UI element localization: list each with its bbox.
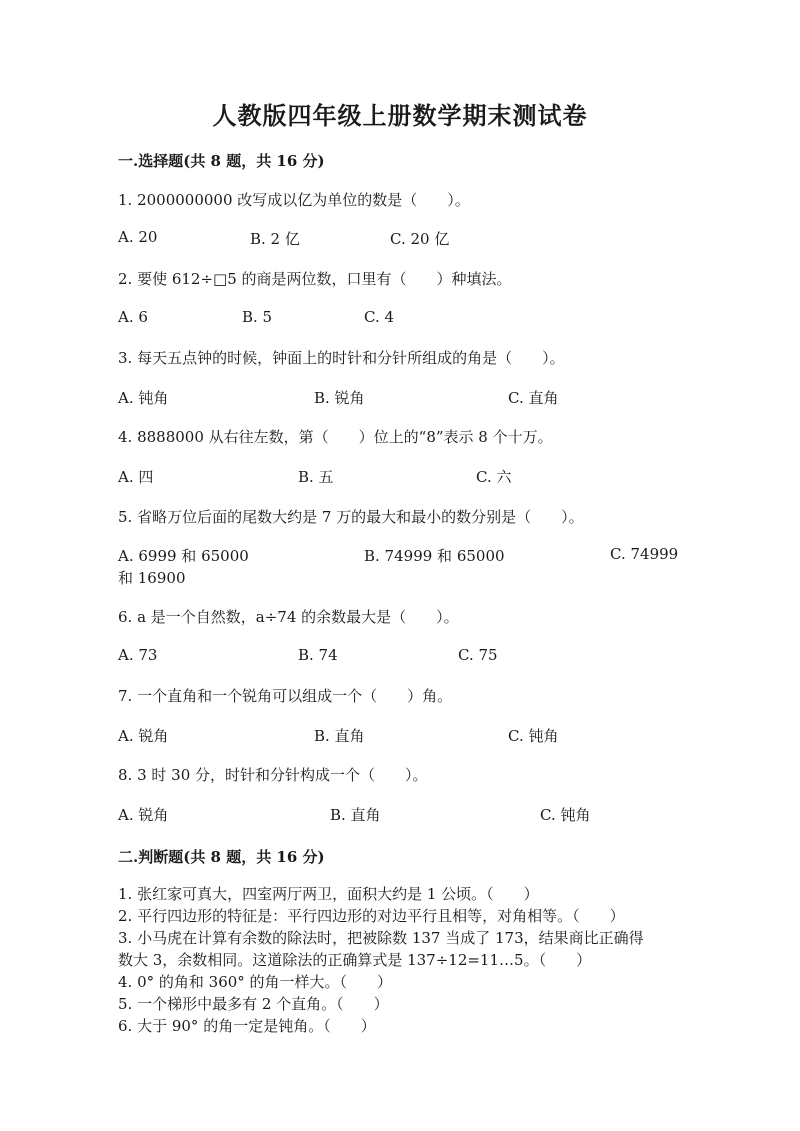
judgement-3-line-2: 数大 3，余数相同。这道除法的正确算式是 137÷12=11…5。（ ） xyxy=(118,951,592,969)
q2-option-c: C. 4 xyxy=(364,308,395,326)
question-8: 8. 3 时 30 分，时针和分针构成一个（ ）。 xyxy=(118,766,428,784)
q2-option-b: B. 5 xyxy=(242,308,273,326)
q8-option-c: C. 钝角 xyxy=(540,806,591,824)
judgement-6: 6. 大于 90° 的角一定是钝角。（ ） xyxy=(118,1017,376,1035)
q5-option-c: C. 74999 xyxy=(610,545,679,563)
section-heading-choice: 一.选择题(共 8 题，共 16 分) xyxy=(118,152,325,170)
q6-option-c: C. 75 xyxy=(458,646,498,664)
q4-option-c: C. 六 xyxy=(476,468,512,486)
judgement-2: 2. 平行四边形的特征是：平行四边形的对边平行且相等，对角相等。（ ） xyxy=(118,907,625,925)
q1-option-a: A. 20 xyxy=(118,228,158,246)
q3-option-b: B. 锐角 xyxy=(314,389,365,407)
q1-option-c: C. 20 亿 xyxy=(390,230,450,248)
q5-option-a: A. 6999 和 65000 xyxy=(118,547,249,565)
question-2: 2. 要使 612÷□5 的商是两位数，口里有（ ）种填法。 xyxy=(118,270,512,288)
question-5: 5. 省略万位后面的尾数大约是 7 万的最大和最小的数分别是（ ）。 xyxy=(118,508,584,526)
judgement-5: 5. 一个梯形中最多有 2 个直角。（ ） xyxy=(118,995,389,1013)
judgement-4: 4. 0° 的角和 360° 的角一样大。（ ） xyxy=(118,973,393,991)
question-7: 7. 一个直角和一个锐角可以组成一个（ ）角。 xyxy=(118,687,453,705)
q7-option-c: C. 钝角 xyxy=(508,727,559,745)
question-6: 6. a 是一个自然数，a÷74 的余数最大是（ ）。 xyxy=(118,608,459,626)
q1-option-b: B. 2 亿 xyxy=(250,230,300,248)
section-heading-judgement: 二.判断题(共 8 题，共 16 分) xyxy=(118,848,325,866)
q4-option-b: B. 五 xyxy=(298,468,334,486)
q3-option-a: A. 钝角 xyxy=(118,389,169,407)
q7-option-a: A. 锐角 xyxy=(118,727,169,745)
q8-option-a: A. 锐角 xyxy=(118,806,169,824)
question-1: 1. 2000000000 改写成以亿为单位的数是（ ）。 xyxy=(118,191,470,209)
question-4: 4. 8888000 从右往左数，第（ ）位上的“8”表示 8 个十万。 xyxy=(118,428,553,446)
judgement-1: 1. 张红家可真大，四室两厅两卫，面积大约是 1 公顷。（ ） xyxy=(118,885,539,903)
page-title: 人教版四年级上册数学期末测试卷 xyxy=(212,101,588,130)
q2-option-a: A. 6 xyxy=(118,308,148,326)
q8-option-b: B. 直角 xyxy=(330,806,381,824)
q4-option-a: A. 四 xyxy=(118,468,154,486)
q5-option-b: B. 74999 和 65000 xyxy=(364,547,505,565)
question-3: 3. 每天五点钟的时候，钟面上的时针和分针所组成的角是（ ）。 xyxy=(118,349,565,367)
q6-option-a: A. 73 xyxy=(118,646,158,664)
judgement-3-line-1: 3. 小马虎在计算有余数的除法时，把被除数 137 当成了 173，结果商比正确得 xyxy=(118,929,644,947)
q6-option-b: B. 74 xyxy=(298,646,338,664)
q7-option-b: B. 直角 xyxy=(314,727,365,745)
q3-option-c: C. 直角 xyxy=(508,389,559,407)
q5-option-c-continued: 和 16900 xyxy=(118,569,186,587)
